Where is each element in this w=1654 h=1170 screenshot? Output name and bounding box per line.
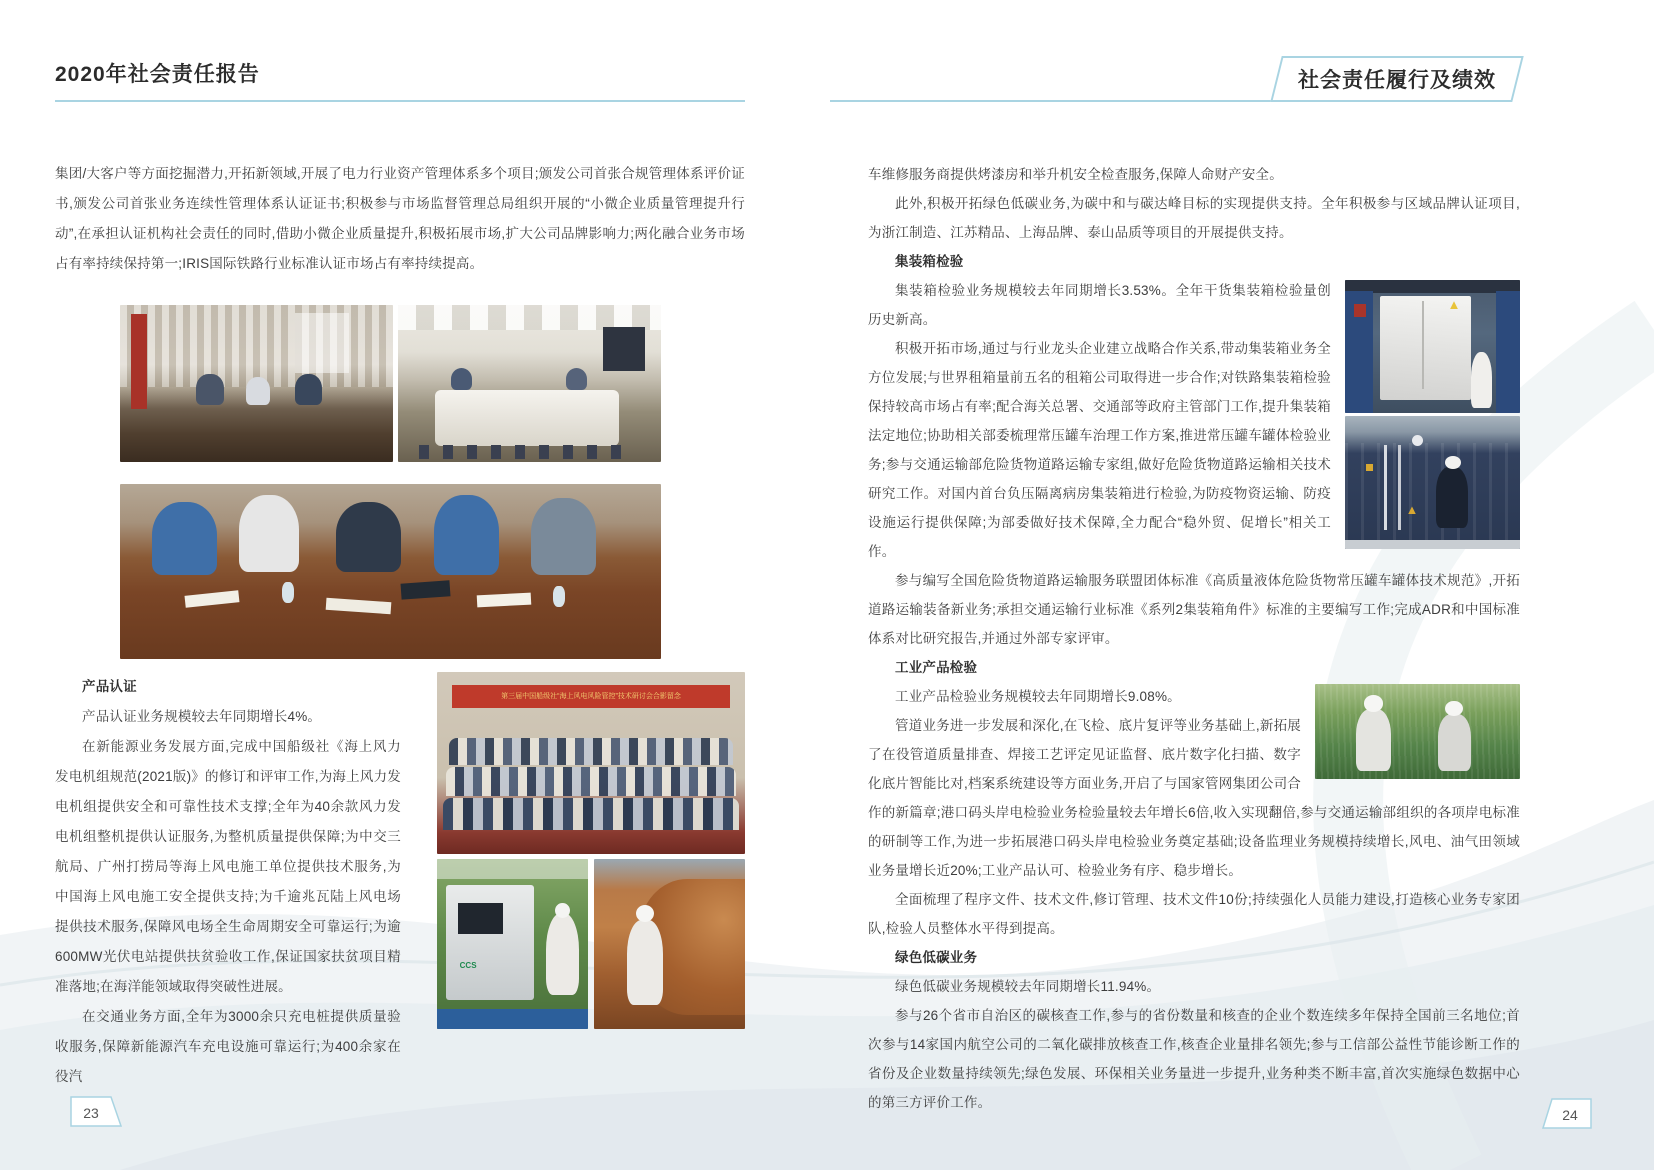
- photo-detail-papers: [184, 590, 239, 608]
- left-lower-photos: [437, 672, 745, 1092]
- section-title-product-cert: 产品认证: [82, 679, 137, 694]
- right-page-title: 社会责任履行及绩效: [1298, 69, 1496, 92]
- photo-detail-blue-column: [1496, 291, 1521, 413]
- container-paragraph: 积极开拓市场,通过与行业龙头企业建立战略合作关系,带动集装箱业务全方位发展;与世界租箱量前五名的租箱公司取得进一步合作;对铁路集装箱检验保持较高市场占有率;配合海关总署、交通部等政府主管部门工作,提升集装箱法定地位;协助相关部委梳理常压罐车治理工作方案,推进常压罐车罐体检验业务;参与交通运输部危险货物道路运输专家组,做好危险货物道路运输相关技术研究工作。对国内首台负压隔离病房集装箱进行检验,为防疫物资运输、防疫设施运行提供保障;为部委做好技术保障,全力配合“稳外贸、促增长”相关工作。: [868, 341, 1331, 559]
- photo-detail-chairs: [419, 445, 635, 459]
- industry-paragraph: 全面梳理了程序文件、技术文件,修订管理、技术文件10份;持续强化人员能力建设,打造核心业务专家团队,检验人员整体水平得到提高。: [868, 892, 1520, 936]
- right-page-header: [868, 58, 1520, 102]
- photo-detail-warning-mark: [1366, 464, 1373, 471]
- photo-detail-bottle: [282, 582, 294, 603]
- photo-detail-container-ribs: [1345, 443, 1520, 540]
- photo-detail-door-bars: [1384, 445, 1387, 530]
- container-paragraph: 参与编写全国危险货物道路运输服务联盟团体标准《高质量液体危险货物常压罐车罐体技术规范》,开拓道路运输装备新业务;承担交通运输行业标准《系列2集装箱角件》标准的主要编写工作;完成ADR和中国标准体系对比研究报告,并通过外部专家评审。: [868, 573, 1520, 646]
- field-inspection-photo: [1315, 684, 1520, 779]
- section-title-industry: 工业产品检验: [895, 660, 978, 675]
- photo-detail-person: [1471, 352, 1492, 408]
- photo-detail-red-equipment: [1354, 304, 1366, 317]
- photo-detail-person: [295, 374, 322, 405]
- page-24-shape: [1534, 1098, 1594, 1130]
- photo-detail-door-line: [1422, 301, 1424, 389]
- photo-detail-table: [435, 390, 619, 447]
- photo-detail-grass: [1315, 684, 1520, 779]
- product-cert-column: [55, 672, 401, 1092]
- photo-detail-white-container: [1380, 296, 1471, 400]
- header-rule: [830, 100, 1292, 102]
- photo-detail-person: [1438, 714, 1471, 771]
- section-title-green: 绿色低碳业务: [895, 950, 978, 965]
- green-paragraph: 参与26个省市自治区的碳核查工作,参与的省份数量和核查的企业个数连续多年保持全国前三名地位;首次参与14家国内航空公司的二氧化碳排放核查工作,核查企业量排名领先;参与工信部公益性节能诊断工作的省份及企业数量持续领先;绿色发展、环保相关业务量进一步提升,业务种类不断丰富,首次实施绿色数据中心的第三方评价工作。: [868, 1008, 1520, 1110]
- green-intro-paragraph: 此外,积极开拓绿色低碳业务,为碳中和与碳达峰目标的实现提供支持。全年积极参与区域品牌认证项目,为浙江制造、江苏精品、上海品牌、泰山品质等项目的开展提供支持。: [868, 196, 1520, 240]
- meeting-room-photo-1: [120, 305, 393, 462]
- document-review-photo: [120, 484, 661, 659]
- product-cert-paragraph: 在新能源业务发展方面,完成中国船级社《海上风力发电机组规范(2021版)》的修订和评审工作,为海上风力发电机组提供安全和可靠性技术支撑;全年为40余款风力发电机组整机提供认证服务,为整机质量提供保障;为中交三航局、广州打捞局等海上风电施工单位提供技术服务,为中国海上风电施工安全提供支持;为千逾兆瓦陆上风电场提供技术服务,保障风电场全生命周期安全可靠运行;为逾600MW光伏电站提供扶贫验收工作,保证国家扶贫项目精准落地;在海洋能领域取得突破性进展。: [55, 739, 401, 994]
- photo-detail-person: [246, 377, 271, 405]
- page-number-24: [1534, 1098, 1594, 1135]
- photo-detail-person: [1356, 709, 1391, 772]
- charging-pile-photo: [437, 859, 588, 1029]
- left-photo-row: [120, 305, 745, 462]
- left-intro-paragraph: 集团/大客户等方面挖掘潜力,开拓新领域,开展了电力行业资产管理体系多个项目;颁发公司首张合规管理体系评价证书,颁发公司首张业务连续性管理体系认证证书;积极参与市场监督管理总局组织开展的“小微企业质量管理提升行动”,在承担认证机构社会责任的同时,借助小微企业质量提升,积极拓展市场,扩大公司品牌影响力;两化融合业务市场占有率持续保持第一;IRIS国际铁路行业标准认证市场占有率持续提高。: [55, 166, 745, 271]
- photo-detail-ground: [1345, 540, 1520, 549]
- photo-detail-person: [531, 498, 596, 575]
- photo-detail-machine-screen: [458, 903, 503, 934]
- photo-detail-sky: [437, 859, 588, 879]
- industry-paragraph: 管道业务进一步发展和深化,在飞检、底片复评等业务基础上,新拓展了在役管道质量排查、焊接工艺评定见证监督、底片数字化扫描、数字化底片智能比对,档案系统建设等方面业务,开启了与国家管网集团公司合作的新篇章;港口码头岸电检验业务检验量较去年增长6倍,收入实现翻倍,参与交通运输部组织的各项岸电标准的研制等工作,为进一步拓展港口码头岸电检验业务奠定基础;设备监理业务规模持续增长,风电、油气田领域业务量增长近20%;工业产品认可、检验业务有序、稳步增长。: [868, 718, 1520, 878]
- photo-detail-papers: [325, 597, 391, 614]
- product-cert-growth: 产品认证业务规模较去年同期增长4%。: [82, 709, 322, 724]
- left-small-photo-row: [437, 859, 745, 1029]
- photo-detail-logo: [1412, 435, 1423, 446]
- photo-detail-window: [295, 313, 350, 373]
- left-lower-columns: [55, 672, 745, 1092]
- photo-detail-bottle: [553, 586, 565, 607]
- right-page: [868, 58, 1520, 1117]
- photo-detail-crowd-row: [446, 767, 736, 796]
- header-tab: [1270, 56, 1523, 102]
- photo-detail-person: [152, 502, 217, 576]
- svg-text:23: 23: [83, 1105, 99, 1121]
- page-23-shape: [70, 1096, 128, 1128]
- container-photo-stack: [1345, 280, 1520, 549]
- container-growth: 集装箱检验业务规模较去年同期增长3.53%。全年干货集装箱检验量创历史新高。: [868, 283, 1331, 327]
- industry-growth: 工业产品检验业务规模较去年同期增长9.08%。: [895, 689, 1181, 704]
- photo-detail-crowd-row: [449, 738, 732, 765]
- photo-detail-person-head: [1445, 456, 1461, 469]
- steel-structure-photo: [594, 859, 745, 1029]
- photo-detail-blue-strip: [437, 1009, 588, 1029]
- right-text-flow: [868, 160, 1520, 1117]
- photo-detail-person: [1436, 467, 1468, 528]
- photo-detail-person: [336, 502, 401, 572]
- photo-detail-crowd-row: [443, 798, 739, 831]
- photo-detail-screen: [603, 327, 645, 371]
- photo-detail-person: [434, 495, 499, 576]
- left-page-header: 2020年社会责任报告: [55, 58, 745, 102]
- photo-detail-door-bars: [1398, 445, 1401, 530]
- photo-detail-person: [196, 374, 223, 405]
- photo-detail-person: [566, 368, 587, 390]
- photo-detail-laptop: [401, 580, 451, 599]
- photo-detail-person: [627, 920, 663, 1005]
- ccs-logo: CCS: [459, 961, 477, 970]
- photo-banner: 第三届中国船级社“海上风电风险管控”技术研讨会合影留念: [452, 685, 729, 709]
- photo-detail-person-head: [1364, 695, 1382, 711]
- svg-text:24: 24: [1562, 1107, 1578, 1123]
- conference-room-photo: [398, 305, 661, 462]
- section-title-container: 集装箱检验: [895, 254, 964, 269]
- photo-detail-papers: [477, 593, 532, 608]
- product-cert-paragraph: 在交通业务方面,全年为3000余只充电桩提供质量验收服务,保障新能源汽车充电设施可靠运行;为400余家在役汽: [55, 1009, 401, 1084]
- photo-detail-person: [451, 368, 472, 390]
- page-number-23: [70, 1096, 128, 1133]
- left-page: [55, 58, 745, 1092]
- container-inspection-photo: [1345, 280, 1520, 413]
- photo-detail-person: [239, 495, 299, 572]
- photo-detail-machine: [446, 885, 534, 1001]
- photo-detail-person: [546, 913, 579, 995]
- car-service-paragraph: 车维修服务商提供烤漆房和举升机安全检查服务,保障人命财产安全。: [868, 167, 1283, 182]
- rail-containers-photo: [1345, 416, 1520, 549]
- green-growth: 绿色低碳业务规模较去年同期增长11.94%。: [895, 979, 1161, 994]
- photo-detail-person-head: [1445, 701, 1462, 716]
- group-photo: [437, 672, 745, 854]
- photo-detail-red-banner: [131, 314, 147, 408]
- photo-detail-curtains: [120, 305, 393, 387]
